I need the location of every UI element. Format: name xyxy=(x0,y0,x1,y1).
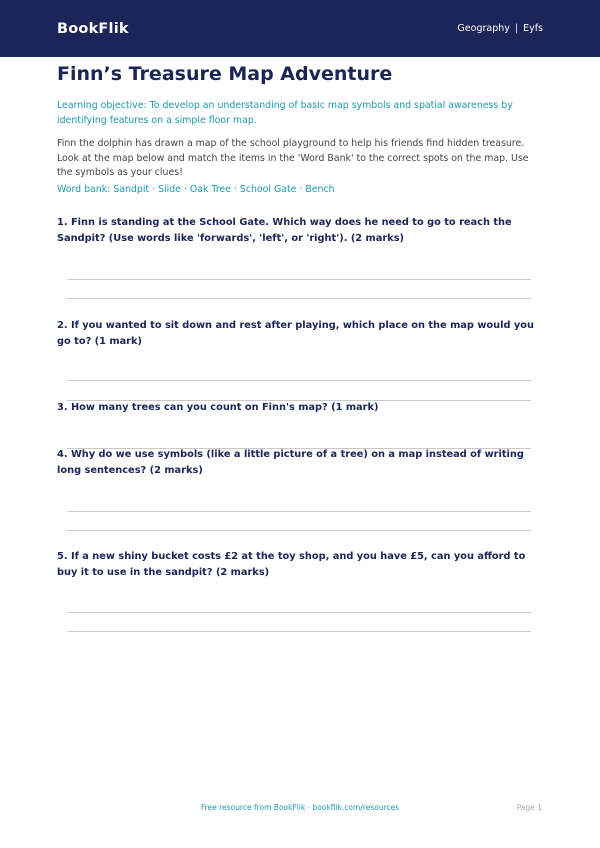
word-bank: Word bank: Sandpit · Slide · Oak Tree · School Gate · Bench xyxy=(57,184,335,195)
answer-line[interactable] xyxy=(67,380,531,381)
question-5: 5. If a new shiny bucket costs £2 at the toy shop, and you have £5, can you afford to buy it to use in the sandpit? (2 marks) xyxy=(57,551,526,578)
page-number: Page 1 xyxy=(516,803,542,812)
answer-line[interactable] xyxy=(67,612,531,613)
breadcrumb-separator: | xyxy=(514,23,519,34)
answer-line[interactable] xyxy=(67,279,531,280)
brand-logo[interactable]: BookFlik xyxy=(57,20,129,37)
breadcrumb xyxy=(457,23,543,34)
page-footer xyxy=(0,803,600,815)
top-bar xyxy=(0,0,600,57)
footer-credit[interactable]: Free resource from BookFlik · bookflik.com/resources xyxy=(200,803,400,812)
question-1: 1. Finn is standing at the School Gate. Which way does he need to go to reach the Sandpit? (Use words like 'forwards', 'left', or 'right'). (2 marks) xyxy=(57,217,512,244)
page-title: Finn’s Treasure Map Adventure xyxy=(57,63,393,85)
answer-line[interactable] xyxy=(67,631,531,632)
answer-line[interactable] xyxy=(67,511,531,512)
answer-line[interactable] xyxy=(67,530,531,531)
question-2: 2. If you wanted to sit down and rest after playing, which place on the map would you go to? (1 mark) xyxy=(57,320,534,347)
question-4: 4. Why do we use symbols (like a little picture of a tree) on a map instead of writing long sentences? (2 marks) xyxy=(57,449,524,476)
intro-paragraph: Finn the dolphin has drawn a map of the school playground to help his friends find hidden treasure. Look at the map below and match the items in the 'Word Bank' to the correct spots on the map. Use the symbols as your clues! xyxy=(57,138,529,178)
question-3: 3. How many trees can you count on Finn's map? (1 mark) xyxy=(57,402,379,413)
learning-objective: Learning objective: To develop an understanding of basic map symbols and spatial awareness by identifying features on a simple floor map. xyxy=(57,100,513,126)
subject-label: Geography xyxy=(457,23,510,34)
level-label: Eyfs xyxy=(523,23,543,34)
answer-line[interactable] xyxy=(67,298,531,299)
